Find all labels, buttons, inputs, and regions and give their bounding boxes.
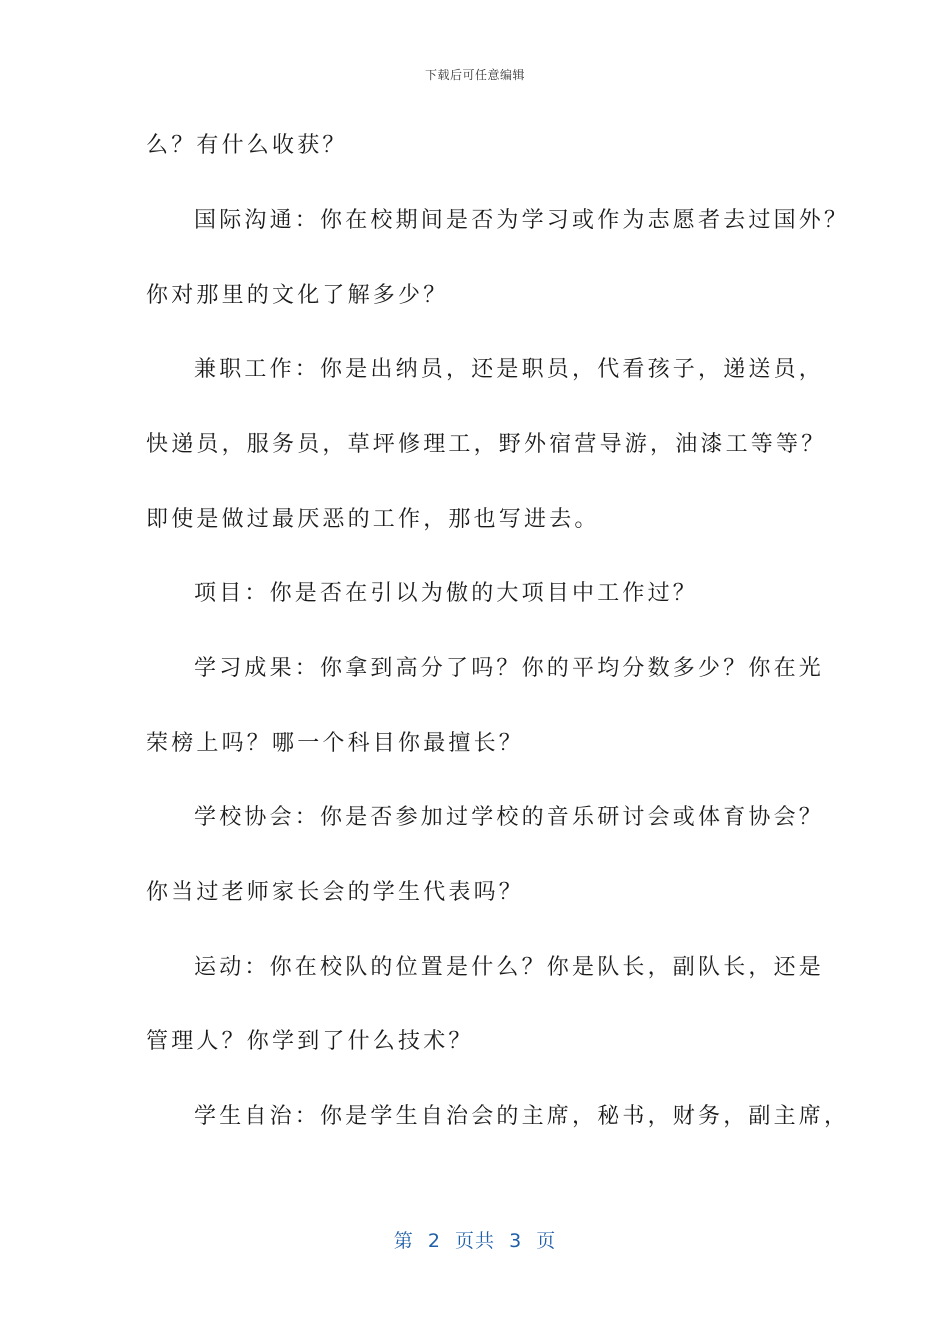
paragraph-international: 国际沟通：你在校期间是否为学习或作为志愿者去过国外？ [194, 208, 850, 233]
paragraph-student-government: 学生自治：你是学生自治会的主席，秘书，财务，副主席， [194, 1104, 850, 1129]
text-line: 你对那里的文化了解多少？ [146, 283, 449, 308]
page-header: 下载后可任意编辑 [424, 68, 525, 82]
paragraph-sports: 运动：你在校队的位置是什么？你是队长，副队长，还是 [194, 955, 825, 980]
paragraph-projects: 项目：你是否在引以为傲的大项目中工作过？ [194, 581, 699, 606]
page-number-footer: 第 2 页共 3 页 [393, 1230, 557, 1252]
text-line: 即使是做过最厌恶的工作，那也写进去。 [146, 507, 600, 532]
paragraph-part-time: 兼职工作：你是出纳员，还是职员，代看孩子，递送员， [194, 357, 825, 382]
text-line: 你当过老师家长会的学生代表吗？ [146, 880, 525, 905]
text-line: 快递员，服务员，草坪修理工，野外宿营导游，油漆工等等？ [146, 432, 827, 457]
paragraph-academic: 学习成果：你拿到高分了吗？你的平均分数多少？你在光 [194, 656, 825, 681]
text-line: 荣榜上吗？哪一个科目你最擅长？ [146, 731, 525, 756]
paragraph-associations: 学校协会：你是否参加过学校的音乐研讨会或体育协会？ [194, 805, 825, 830]
text-line: 管理人？你学到了什么技术？ [146, 1029, 474, 1054]
text-line: 么？有什么收获？ [146, 133, 348, 158]
